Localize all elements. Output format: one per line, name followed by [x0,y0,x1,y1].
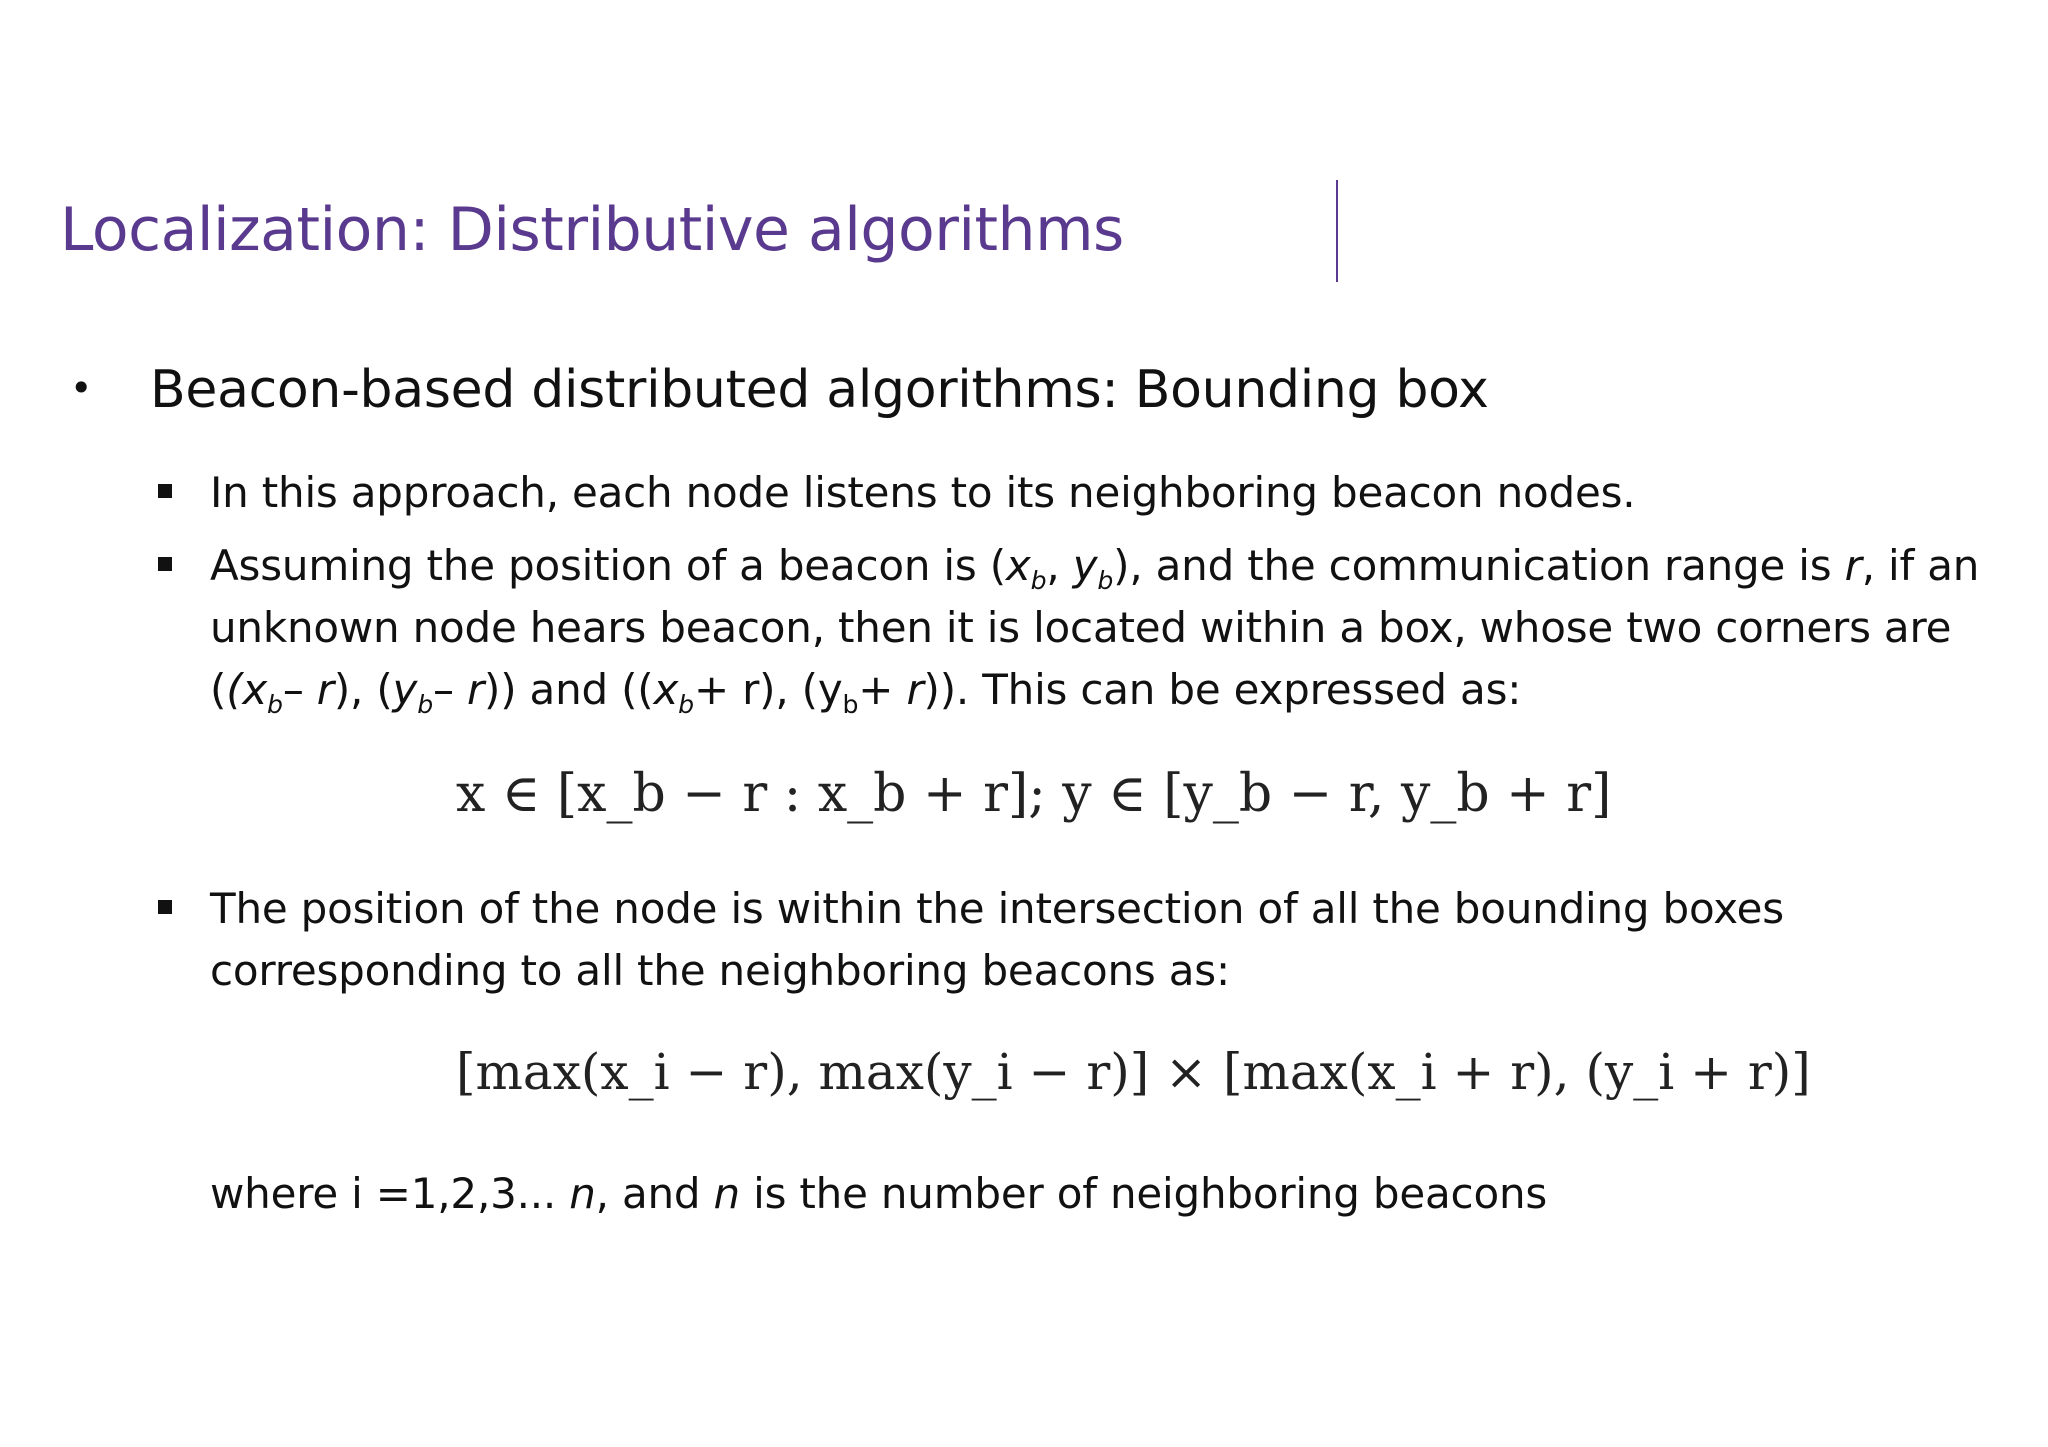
square-bullet-icon [158,557,172,571]
sub-bullet-assumption-text: Assuming the position of a beacon is ($x_b$, $y_b$), and the communication range is r, if an unknown node hears beacon, then it is located within a box, whose two corners are (($x_b-$ r), ($y_b-$ r)) and ($(x_b+ r)$, $(y_b+ r)$). This can be expressed as: [210,541,1980,719]
main-bullet-text: Beacon-based distributed algorithms: Bounding box [150,360,1489,420]
sub-bullet-listen [152,462,2012,524]
title-divider [1336,180,1338,282]
slide-title: Localization: Distributive algorithms [60,195,1124,265]
main-bullet [70,352,1489,426]
bounding-box-formula: x ∈ [x_b − r : x_b + r]; y ∈ [y_b − r, y_b + r] [456,764,1612,824]
sub-bullet-intersection-text: The position of the node is within the intersection of all the bounding boxes corresponding to all the neighboring beacons as: [210,884,1784,995]
square-bullet-icon [158,484,172,498]
intersection-formula: [max(x_i − r), max(y_i − r)] × [max(x_i + r), (y_i + r)] [456,1043,1811,1101]
sub-bullet-assumption [152,535,2012,721]
sub-bullet-intersection [152,878,2012,1002]
sub-bullet-listen-text: In this approach, each node listens to its neighboring beacon nodes. [210,468,1636,517]
square-bullet-icon [158,900,172,914]
where-line: where i =1,2,3... n, and n is the number of neighboring beacons [210,1169,1548,1218]
bullet-dot-icon: • [70,366,93,410]
